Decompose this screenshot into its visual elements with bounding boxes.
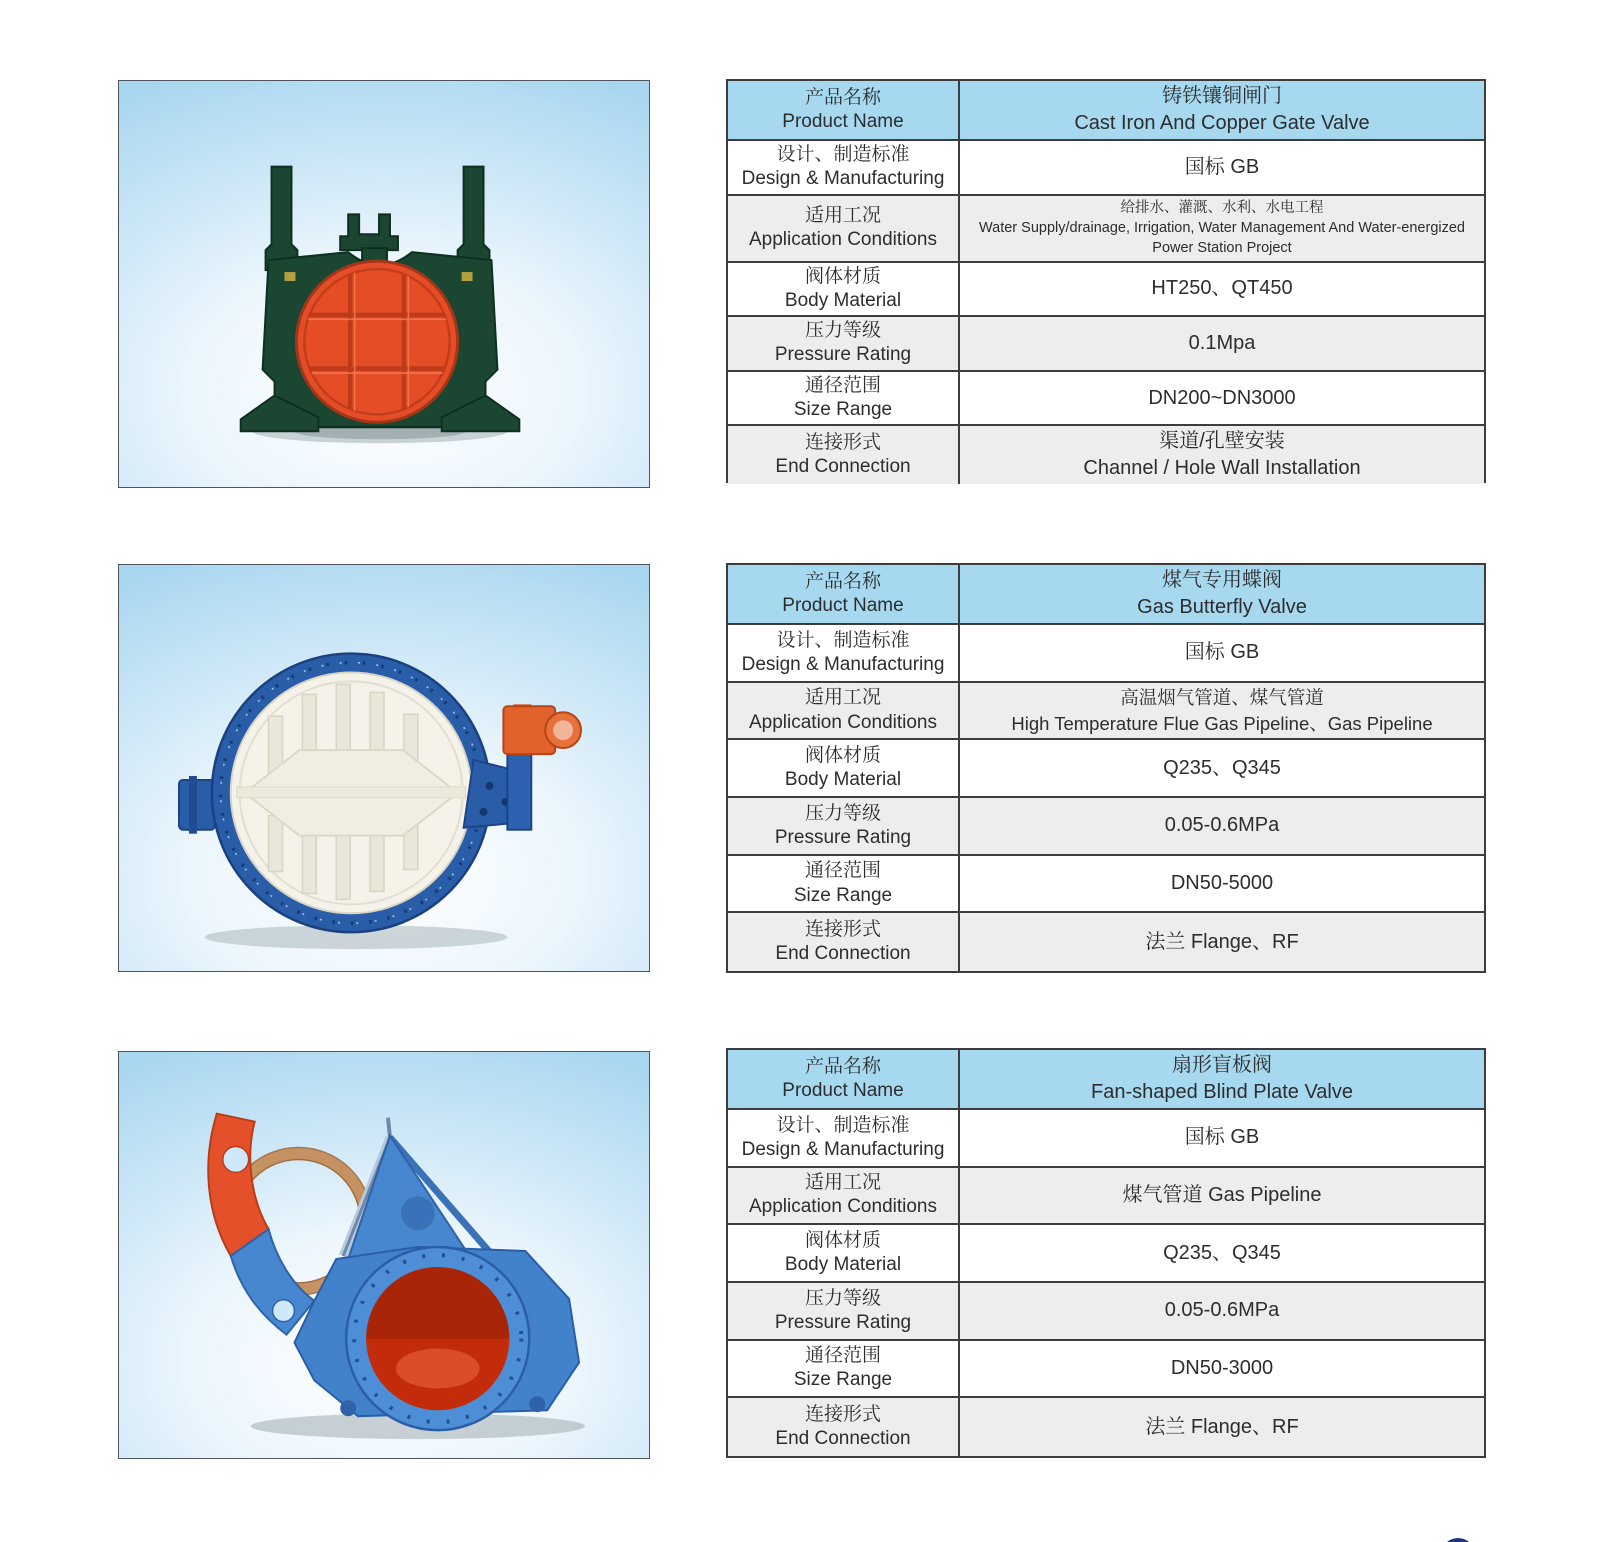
row-label: 设计、制造标准 Design & Manufacturing — [728, 625, 960, 683]
row-value: Q235、Q345 — [960, 740, 1484, 798]
row-label: 连接形式 End Connection — [728, 1398, 960, 1456]
blind-plate-valve-photo — [118, 1051, 650, 1459]
valve-disc — [231, 672, 472, 913]
gate-valve-spec-table — [726, 79, 1486, 483]
product-name-zh: 煤气专用蝶阀 — [1162, 569, 1282, 591]
row-label: 通径范围 Size Range — [728, 856, 960, 914]
row-label: 连接形式 End Connection — [728, 913, 960, 971]
row-label: 适用工况 Application Conditions — [728, 196, 960, 263]
product-name-en: Cast Iron And Copper Gate Valve — [1074, 112, 1370, 134]
row-label: 连接形式 End Connection — [728, 426, 960, 484]
header-label-zh: 产品名称 — [804, 86, 881, 108]
row-value: 0.1Mpa — [960, 317, 1484, 372]
row-label: 设计、制造标准 Design & Manufacturing — [728, 1110, 960, 1168]
row-value: DN200~DN3000 — [960, 372, 1484, 427]
row-value: Q235、Q345 — [960, 1225, 1484, 1283]
row-value: 法兰 Flange、RF — [960, 913, 1484, 971]
header-label-en: Product Name — [782, 111, 904, 132]
spec-header-label: 产品名称 Product Name — [728, 1050, 960, 1110]
row-value: HT250、QT450 — [960, 263, 1484, 318]
row-value: DN50-5000 — [960, 856, 1484, 914]
left-trunnion — [179, 776, 215, 834]
actuator-assembly — [464, 704, 581, 829]
gate-valve-illustration — [119, 81, 649, 487]
butterfly-valve-photo — [118, 564, 650, 972]
row-label: 设计、制造标准 Design & Manufacturing — [728, 141, 960, 196]
product-name-zh: 扇形盲板阀 — [1172, 1054, 1272, 1076]
row-value: 国标 GB — [960, 141, 1484, 196]
blind-plate-valve-illustration — [119, 1052, 649, 1458]
row-value: 煤气管道 Gas Pipeline — [960, 1168, 1484, 1226]
row-value: 高温烟气管道、煤气管道 High Temperature Flue Gas Pipeline、Gas Pipeline — [960, 683, 1484, 741]
row-value: 国标 GB — [960, 1110, 1484, 1168]
butterfly-valve-illustration — [119, 565, 649, 971]
product-name-en: Gas Butterfly Valve — [1137, 596, 1307, 618]
butterfly-valve-spec-table — [726, 563, 1486, 973]
row-value: DN50-3000 — [960, 1341, 1484, 1399]
spec-header-value — [960, 81, 1484, 141]
spec-header-label — [728, 81, 960, 141]
row-label: 适用工况 Application Conditions — [728, 1168, 960, 1226]
row-value: 国标 GB — [960, 625, 1484, 683]
row-label: 适用工况 Application Conditions — [728, 683, 960, 741]
gate-valve-photo — [118, 80, 650, 488]
spec-header-value — [960, 1050, 1484, 1110]
row-value: 法兰 Flange、RF — [960, 1398, 1484, 1456]
spec-header-label: 产品名称 Product Name — [728, 565, 960, 625]
blind-plate-valve-spec-table — [726, 1048, 1486, 1458]
product-name-zh: 铸铁镶铜闸门 — [1162, 85, 1282, 107]
row-label: 阀体材质 Body Material — [728, 263, 960, 318]
row-label: 通径范围 Size Range — [728, 372, 960, 427]
row-value: 0.05-0.6MPa — [960, 1283, 1484, 1341]
port-opening — [366, 1267, 509, 1410]
row-label: 通径范围 Size Range — [728, 1341, 960, 1399]
row-label: 阀体材质 Body Material — [728, 740, 960, 798]
page-number-badge — [1441, 1538, 1475, 1542]
row-value: 给排水、灌溉、水利、水电工程 Water Supply/drainage, Irrigation, Water Management And Water-energized Power Station Project — [960, 196, 1484, 263]
row-label: 压力等级 Pressure Rating — [728, 317, 960, 372]
row-label: 压力等级 Pressure Rating — [728, 1283, 960, 1341]
row-label: 压力等级 Pressure Rating — [728, 798, 960, 856]
product-name-en: Fan-shaped Blind Plate Valve — [1090, 1081, 1353, 1103]
row-value: 渠道/孔壁安装 Channel / Hole Wall Installation — [960, 426, 1484, 484]
spec-header-value — [960, 565, 1484, 625]
row-label: 阀体材质 Body Material — [728, 1225, 960, 1283]
row-value: 0.05-0.6MPa — [960, 798, 1484, 856]
